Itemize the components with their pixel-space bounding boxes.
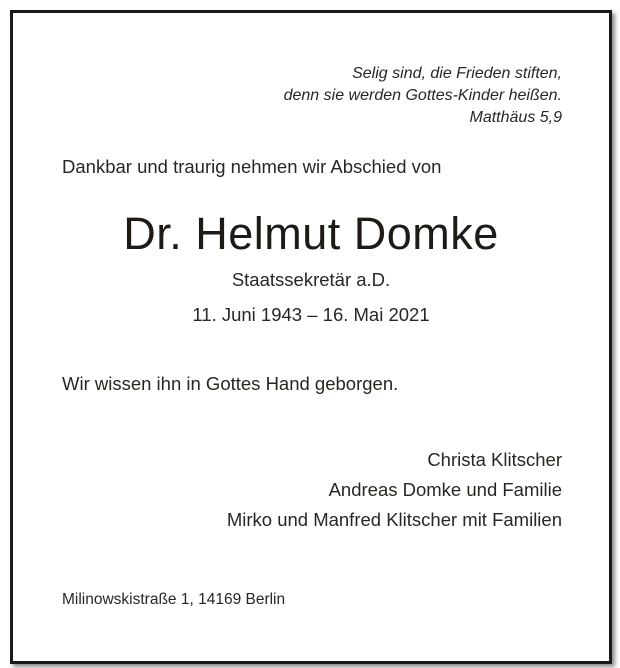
obituary-notice [10, 10, 612, 664]
deceased-title: Staatssekretär a.D. [231, 269, 391, 290]
bible-quote [284, 63, 562, 129]
mourners-list [227, 445, 562, 535]
quote-line-1: Selig sind, die Frieden stiften, [352, 65, 562, 82]
address: Milinowskistraße 1, 14169 Berlin [62, 591, 286, 608]
mourner-name: Andreas Domke und Familie [328, 479, 562, 500]
quote-source: Matthäus 5,9 [469, 109, 562, 126]
life-dates: 11. Juni 1943 – 16. Mai 2021 [192, 304, 430, 325]
deceased-name: Dr. Helmut Domke [123, 208, 499, 259]
quote-line-2: denn sie werden Gottes-Kinder heißen. [283, 87, 562, 104]
faith-line: Wir wissen ihn in Gottes Hand geborgen. [62, 373, 399, 394]
mourner-name: Christa Klitscher [427, 449, 562, 470]
intro-text: Dankbar und traurig nehmen wir Abschied von [62, 156, 442, 177]
mourner-name: Mirko und Manfred Klitscher mit Familien [226, 509, 562, 530]
